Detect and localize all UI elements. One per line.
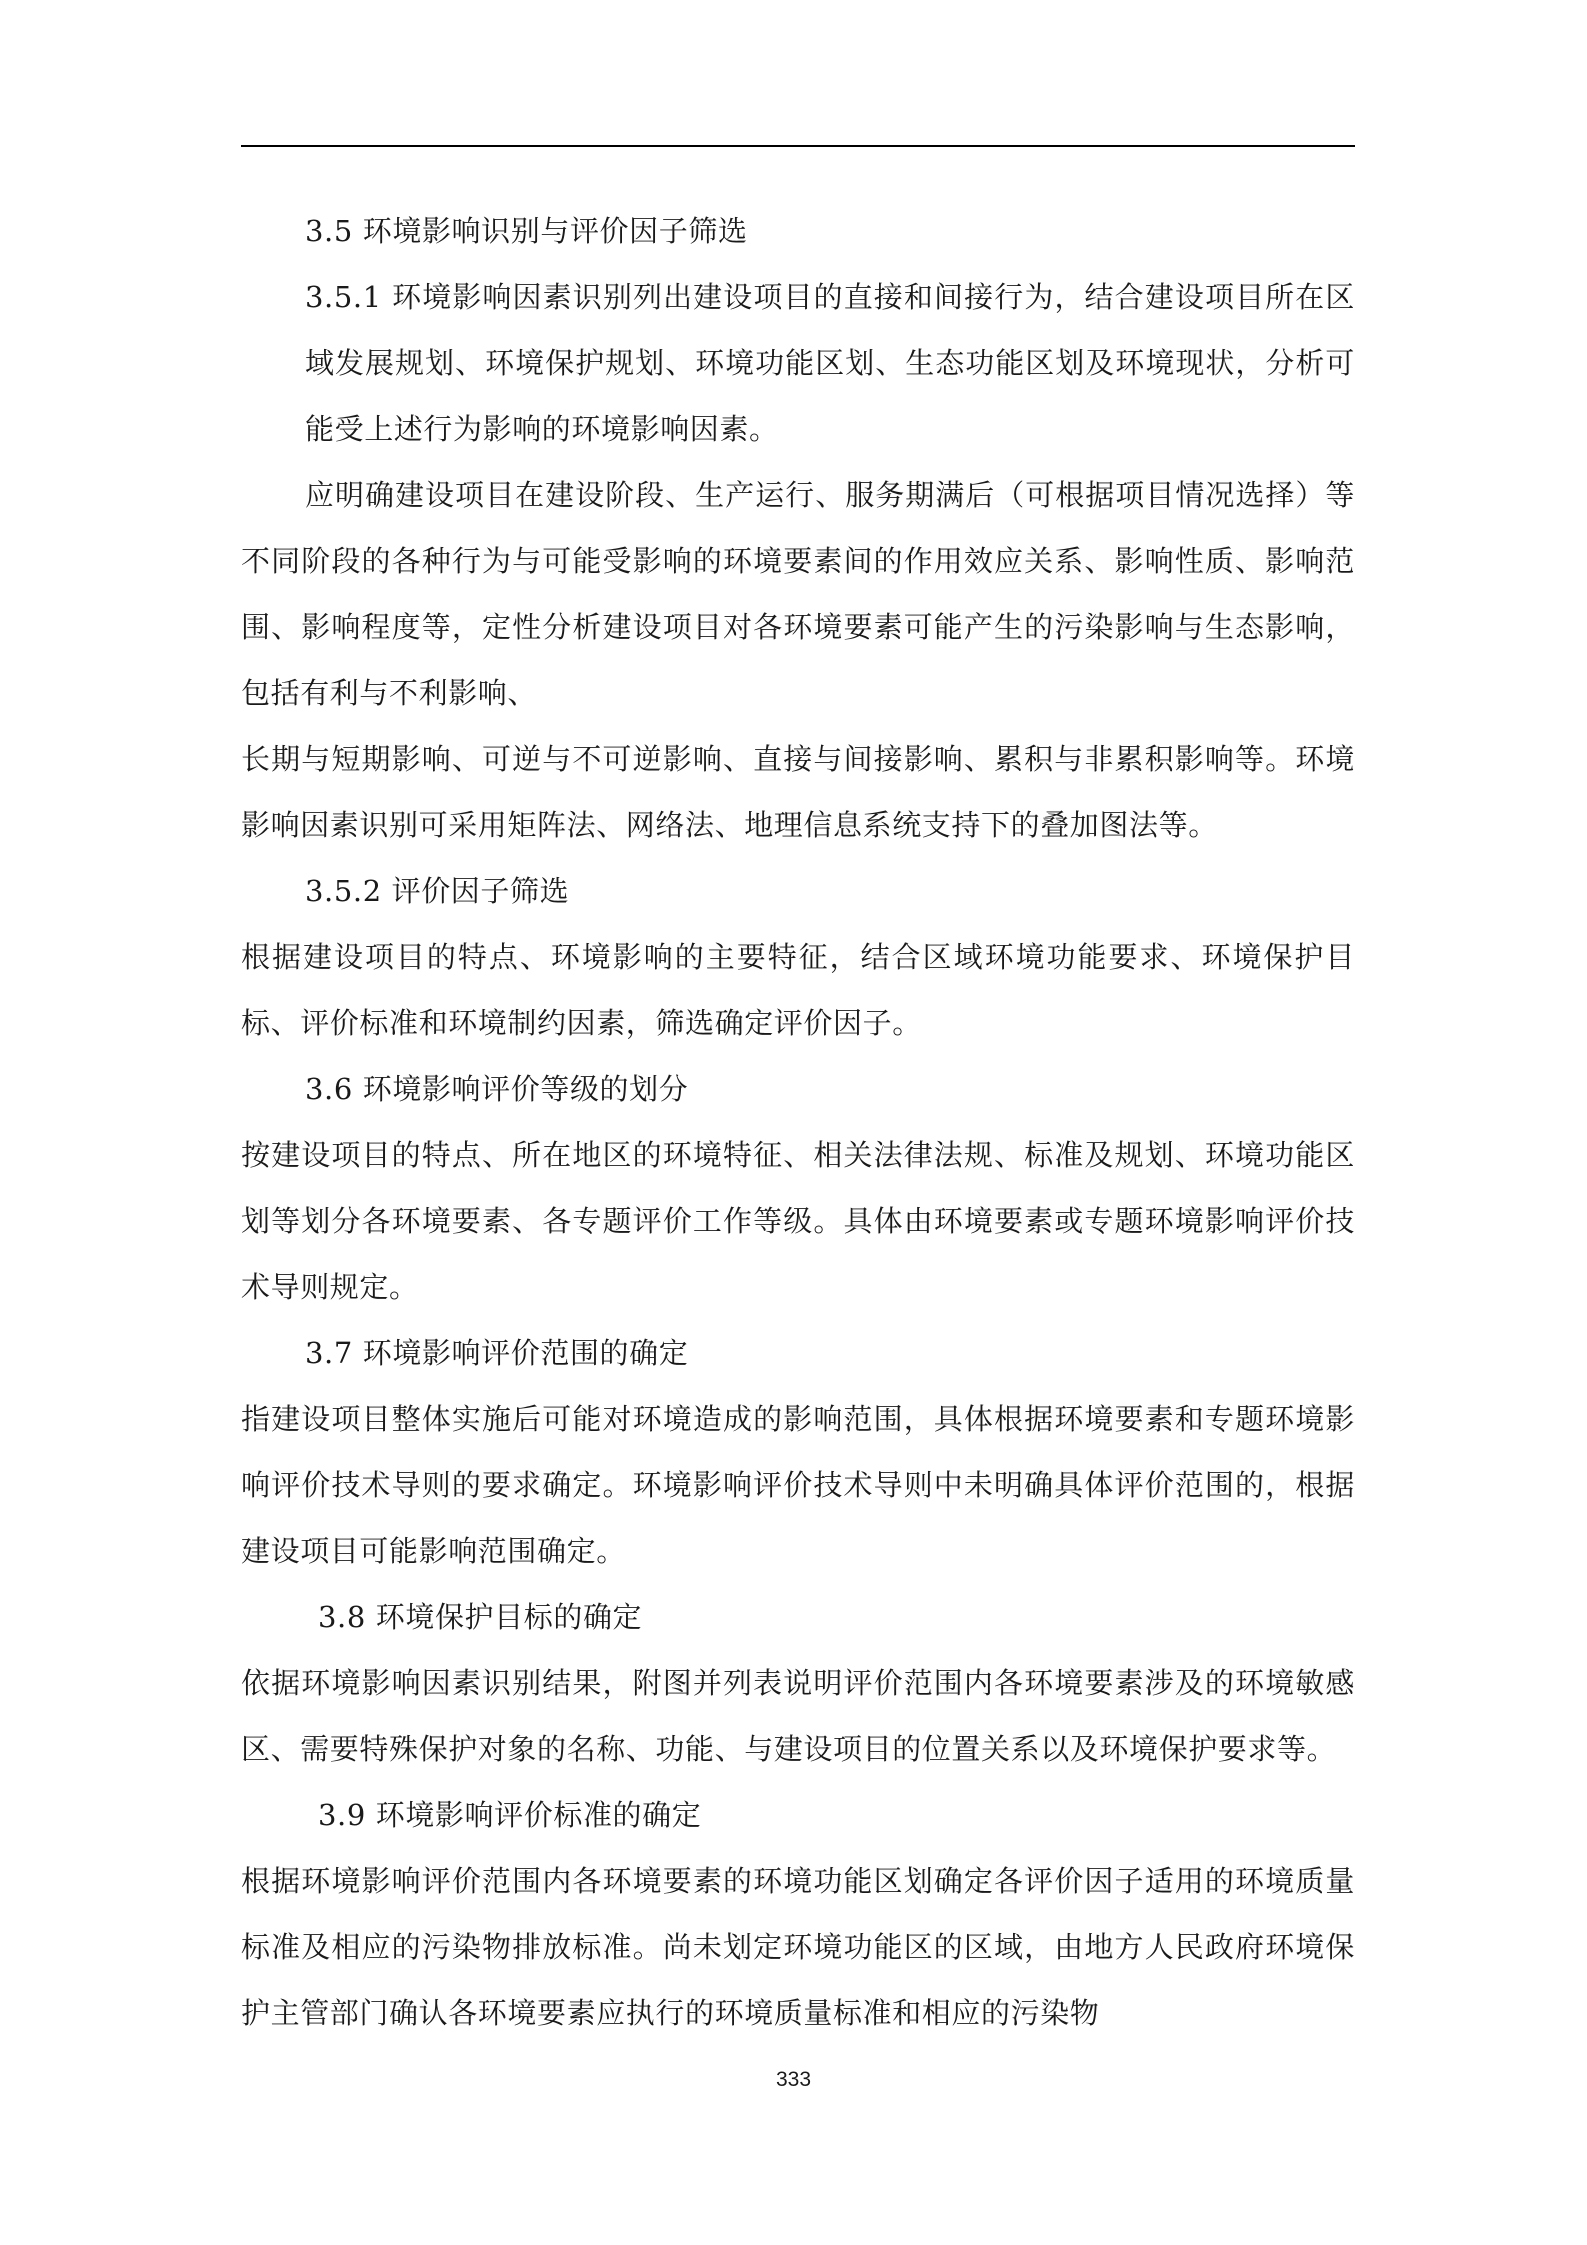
section-heading-3-9: 3.9 环境影响评价标准的确定 [318, 1798, 702, 1832]
section-3-5-1-paragraph: 3.5.1 环境影响因素识别列出建设项目的直接和间接行为，结合建设项目所在区域发展规划、环境保护规划、环境功能区划、生态功能区划及环境现状，分析可能受上述行为影响的环境影响因素。 [305, 280, 1355, 446]
header-rule [241, 145, 1355, 147]
section-3-8-paragraph: 依据环境影响因素识别结果，附图并列表说明评价范围内各环境要素涉及的环境敏感区、需要特殊保护对象的名称、功能、与建设项目的位置关系以及环境保护要求等。 [241, 1666, 1355, 1766]
section-heading-3-8: 3.8 环境保护目标的确定 [318, 1600, 643, 1634]
section-3-5-1-paragraph-3: 长期与短期影响、可逆与不可逆影响、直接与间接影响、累积与非累积影响等。环境影响因素识别可采用矩阵法、网络法、地理信息系统支持下的叠加图法等。 [241, 742, 1355, 842]
section-3-9-paragraph: 根据环境影响评价范围内各环境要素的环境功能区划确定各评价因子适用的环境质量标准及相应的污染物排放标准。尚未划定环境功能区的区域，由地方人民政府环境保护主管部门确认各环境要素应执行的环境质量标准和相应的污染物 [241, 1864, 1355, 2030]
section-3-5-1-paragraph-2: 应明确建设项目在建设阶段、生产运行、服务期满后（可根据项目情况选择）等不同阶段的各种行为与可能受影响的环境要素间的作用效应关系、影响性质、影响范围、影响程度等，定性分析建设项目对各环境要素可能产生的污染影响与生态影响，包括有利与不利影响、 [241, 478, 1355, 710]
section-3-7-paragraph: 指建设项目整体实施后可能对环境造成的影响范围，具体根据环境要素和专题环境影响评价技术导则的要求确定。环境影响评价技术导则中未明确具体评价范围的，根据建设项目可能影响范围确定。 [241, 1402, 1355, 1568]
section-heading-3-5-2: 3.5.2 评价因子筛选 [305, 874, 570, 908]
section-3-6-paragraph: 按建设项目的特点、所在地区的环境特征、相关法律法规、标准及规划、环境功能区划等划分各环境要素、各专题评价工作等级。具体由环境要素或专题环境影响评价技术导则规定。 [241, 1138, 1355, 1304]
section-heading-3-7: 3.7 环境影响评价范围的确定 [305, 1336, 689, 1370]
section-3-5-2-paragraph: 根据建设项目的特点、环境影响的主要特征，结合区域环境功能要求、环境保护目标、评价标准和环境制约因素，筛选确定评价因子。 [241, 940, 1355, 1040]
section-heading-3-6: 3.6 环境影响评价等级的划分 [305, 1072, 689, 1106]
page-number: 333 [775, 2068, 812, 2091]
document-body [241, 198, 1355, 2046]
section-heading-3-5: 3.5 环境影响识别与评价因子筛选 [305, 214, 748, 248]
